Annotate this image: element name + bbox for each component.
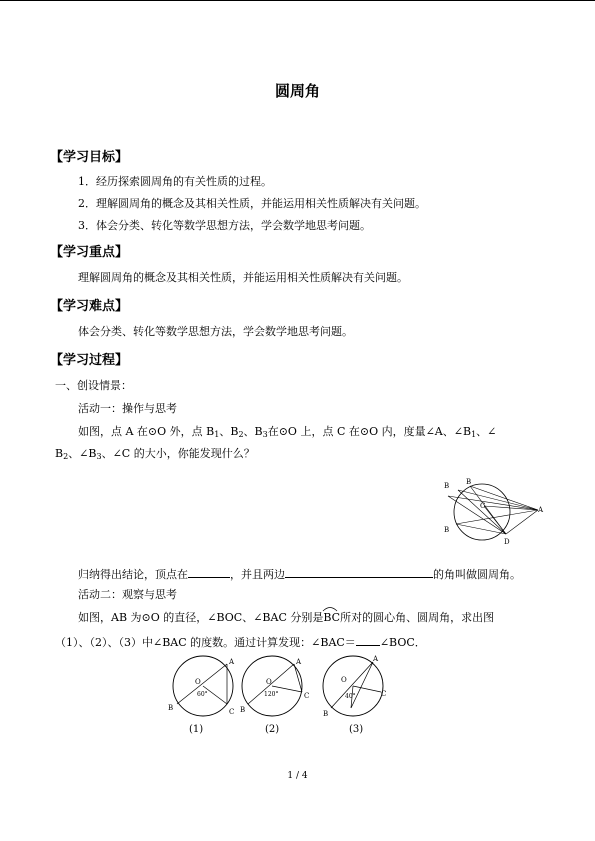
answer-blank-vertex[interactable] <box>188 565 230 578</box>
svg-text:A: A <box>229 658 235 666</box>
arc-mark-icon <box>322 606 338 612</box>
svg-text:B: B <box>323 710 329 718</box>
svg-text:O: O <box>195 678 201 686</box>
activity1-line2: $B_2$、$\angle B_3$、∠C 的大小，你能发现什么？ <box>55 447 255 461</box>
figure-2 <box>238 652 318 720</box>
page-number: 1 / 4 <box>287 771 308 781</box>
svg-text:C: C <box>229 708 235 716</box>
figure-1-caption: (1) <box>189 724 204 735</box>
svg-text:C: C <box>304 692 310 700</box>
activity2-line1: 如图，AB 为⊙O 的直径，∠BOC、∠BAC 分别是 BC所对的圆心角、圆周角，求出图 <box>78 611 494 625</box>
goal-item-2: 2．理解圆周角的概念及其相关性质，并能运用相关性质解决有关问题。 <box>78 197 426 210</box>
figure-2-caption: (2) <box>265 724 280 735</box>
svg-text:O: O <box>341 676 347 684</box>
figure-3-caption: (3) <box>349 724 364 735</box>
activity2-title: 活动二：观察与思考 <box>78 588 177 601</box>
activity1-line1: 如图，点 A 在⊙O 外，点 $B_1$、$B_2$、$B_3$在⊙O 上，点 C 在⊙O 内，度量∠A、$\angle B_1$、∠ <box>78 425 497 439</box>
figure-3 <box>315 652 395 720</box>
answer-blank-ratio[interactable] <box>356 633 380 646</box>
svg-text:B: B <box>240 706 246 714</box>
svg-text:A: A <box>296 658 302 666</box>
top-rule <box>0 0 595 1</box>
activity2-line2: （1）、（2）、（3）中∠BAC 的度数。通过计算发现：∠BAC＝ ∠BOC． <box>55 633 426 650</box>
svg-text:B: B <box>466 478 472 486</box>
difficulty-heading: 【学习难点】 <box>50 299 129 314</box>
activity1-title: 活动一：操作与思考 <box>78 402 177 415</box>
svg-text:40°: 40° <box>345 693 356 700</box>
process-heading: 【学习过程】 <box>50 353 129 368</box>
arc-bc: BC <box>323 611 340 625</box>
svg-text:B: B <box>444 482 450 490</box>
svg-text:C: C <box>381 690 387 698</box>
part1-label: 一、创设情景： <box>55 379 132 392</box>
key-heading: 【学习重点】 <box>50 245 129 260</box>
activity1-conclusion: 归纳得出结论，顶点在 ，并且两边 的角叫做圆周角。 <box>78 565 521 582</box>
goals-heading: 【学习目标】 <box>50 150 129 165</box>
goal-item-3: 3．体会分类、转化等数学思想方法，学会数学地思考问题。 <box>78 219 371 232</box>
page-title: 圆周角 <box>274 82 320 100</box>
svg-text:120°: 120° <box>264 691 279 698</box>
svg-text:D: D <box>504 538 510 546</box>
svg-text:C: C <box>480 502 486 510</box>
svg-text:B: B <box>168 704 174 712</box>
key-text: 理解圆周角的概念及其相关性质，并能运用相关性质解决有关问题。 <box>78 271 408 284</box>
figure-activity1 <box>440 478 545 550</box>
answer-blank-sides[interactable] <box>285 565 433 578</box>
figure-1 <box>165 652 245 720</box>
svg-text:A: A <box>538 506 544 514</box>
svg-text:B: B <box>444 526 450 534</box>
svg-text:60°: 60° <box>197 691 208 698</box>
goal-item-1: 1．经历探索圆周角的有关性质的过程。 <box>78 175 272 188</box>
difficulty-text: 体会分类、转化等数学思想方法，学会数学地思考问题。 <box>78 325 353 338</box>
svg-text:O: O <box>266 678 272 686</box>
angle-lines <box>448 486 538 534</box>
svg-text:A: A <box>373 655 379 663</box>
